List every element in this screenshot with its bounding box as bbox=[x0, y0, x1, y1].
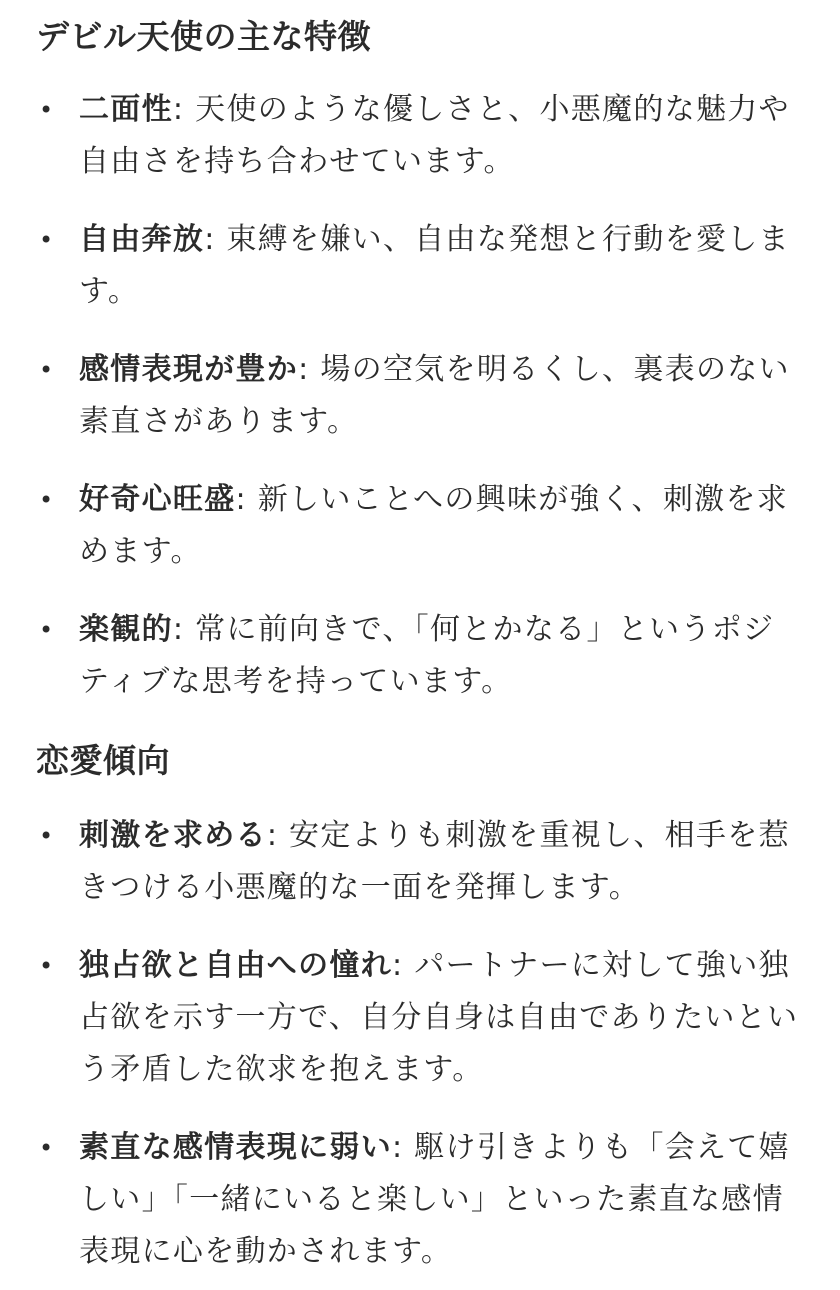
list-item bbox=[36, 810, 800, 914]
bullet-icon: • bbox=[39, 226, 55, 254]
list-item-term: 自由奔放 bbox=[79, 222, 205, 257]
bullet-icon: • bbox=[39, 96, 55, 124]
bullet-icon: • bbox=[39, 356, 55, 384]
bullet-icon: • bbox=[39, 1134, 55, 1162]
list-item-text: : 安定よりも刺激を重視し、相手を惹きつける小悪魔的な一面を発揮します。 bbox=[79, 818, 790, 905]
bullet-icon: • bbox=[39, 486, 55, 514]
list-item bbox=[36, 474, 800, 578]
bullet-icon: • bbox=[39, 616, 55, 644]
list-item-term: 感情表現が豊か bbox=[79, 352, 299, 387]
bullet-icon: • bbox=[39, 822, 55, 850]
list-item bbox=[36, 604, 800, 708]
list-item bbox=[36, 344, 800, 448]
list-item-text: : 天使のような優しさと、小悪魔的な魅力や自由さを持ち合わせています。 bbox=[79, 92, 790, 179]
features-list bbox=[36, 84, 800, 708]
list-item-text: : パートナーに対して強い独占欲を示す一方で、自分自身は自由でありたいという矛盾した欲求を抱えます。 bbox=[79, 948, 799, 1087]
romance-list bbox=[36, 810, 800, 1278]
list-item bbox=[36, 84, 800, 188]
list-item-term: 刺激を求める bbox=[79, 818, 267, 853]
list-item-text: : 新しいことへの興味が強く、刺激を求めます。 bbox=[79, 482, 789, 569]
list-item-term: 二面性 bbox=[79, 92, 173, 127]
list-item-text: : 束縛を嫌い、自由な発想と行動を愛します。 bbox=[79, 222, 790, 309]
list-item bbox=[36, 940, 800, 1096]
list-item bbox=[36, 1122, 800, 1278]
bullet-icon: • bbox=[39, 952, 55, 980]
list-item-term: 独占欲と自由への憧れ bbox=[79, 948, 392, 983]
list-item-term: 好奇心旺盛 bbox=[79, 482, 236, 517]
list-item-text: : 常に前向きで、「何とかなる」というポジティブな思考を持っています。 bbox=[79, 612, 775, 699]
section-heading-romance: 恋愛傾向 bbox=[36, 741, 170, 780]
section-heading-features: デビル天使の主な特徴 bbox=[36, 17, 371, 56]
list-item bbox=[36, 214, 800, 318]
list-item-text: : 場の空気を明るくし、裏表のない素直さがあります。 bbox=[79, 352, 790, 439]
list-item-term: 楽観的 bbox=[79, 612, 173, 647]
list-item-term: 素直な感情表現に弱い bbox=[79, 1130, 392, 1165]
list-item-text: : 駆け引きよりも「会えて嬉しい」「一緒にいると楽しい」といった素直な感情表現に心を動かされます。 bbox=[79, 1130, 790, 1269]
